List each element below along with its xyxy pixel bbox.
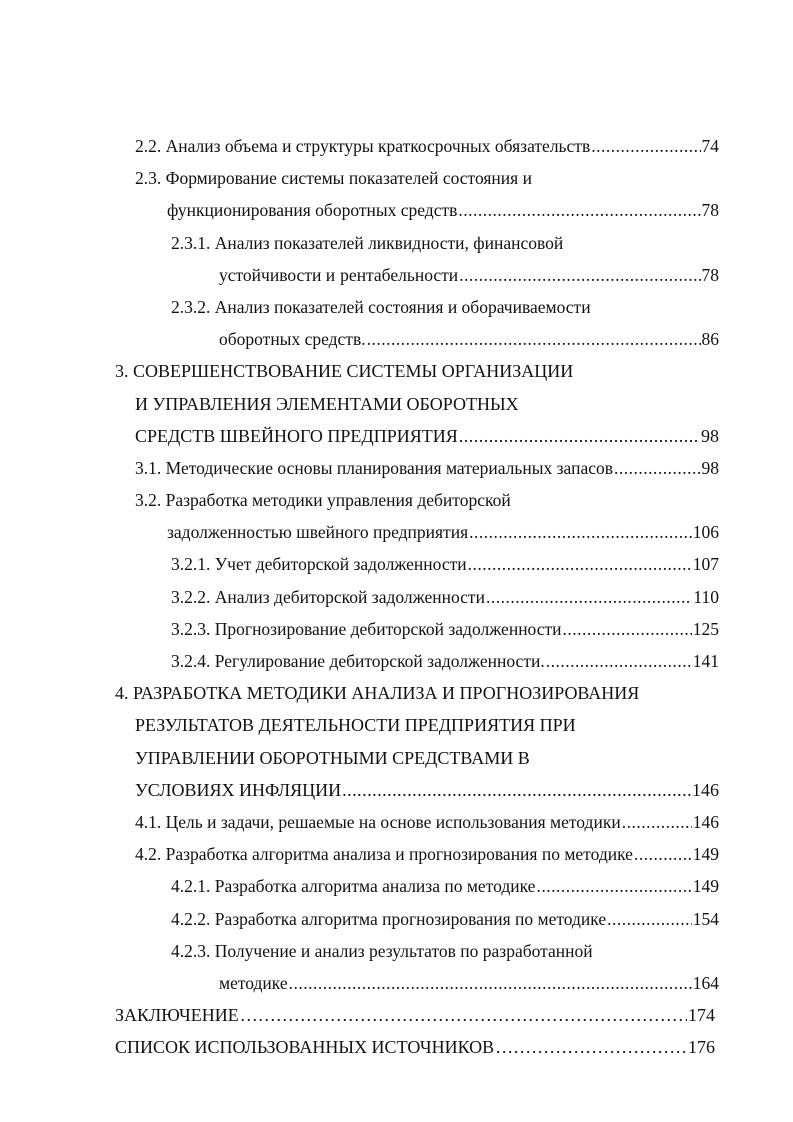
toc-page-number: 110 xyxy=(693,586,719,607)
dot-leader xyxy=(459,420,700,452)
toc-entry-title: 4.2.2. Разработка алгоритма прогнозирования по методике xyxy=(171,908,607,929)
toc-page-number: 149 xyxy=(692,876,719,897)
toc-chapter-title: СПИСОК ИСПОЛЬЗОВАННЫХ ИСТОЧНИКОВ xyxy=(115,1037,495,1058)
toc-entry-title: 3.2.2. Анализ дебиторской задолженности xyxy=(171,586,485,607)
toc-entry xyxy=(0,903,793,935)
toc-entry xyxy=(0,613,793,645)
toc-entry-title: 3.2. Разработка методики управления дебиторской xyxy=(135,490,511,511)
toc-page-number: 149 xyxy=(692,844,719,865)
toc-entry-title: методике xyxy=(219,972,288,993)
dot-leader xyxy=(563,613,692,645)
toc-entry-title: 4.2. Разработка алгоритма анализа и прогнозирования по методике xyxy=(135,844,633,865)
toc-chapter-continuation xyxy=(0,742,793,774)
toc-entry-title: 4.1. Цель и задачи, решаемые на основе использования методики xyxy=(135,811,621,832)
toc-chapter-title: ЗАКЛЮЧЕНИЕ xyxy=(115,1005,239,1026)
toc-page-number: 125 xyxy=(692,618,719,639)
toc-chapter xyxy=(0,1031,793,1063)
dot-leader xyxy=(546,645,692,677)
dot-leader xyxy=(468,548,692,580)
toc-chapter xyxy=(0,355,793,387)
toc-page-number: 78 xyxy=(701,264,719,285)
toc-page-number: 107 xyxy=(692,554,719,575)
toc-entry-title: 3.2.3. Прогнозирование дебиторской задолженности xyxy=(171,618,562,639)
dot-leader xyxy=(634,838,692,870)
dot-leader xyxy=(469,516,692,548)
toc-entry xyxy=(0,452,793,484)
toc-chapter-title: УСЛОВИЯХ ИНФЛЯЦИИ xyxy=(135,779,342,800)
toc-page-number: 146 xyxy=(692,811,719,832)
toc-page-number: 146 xyxy=(692,779,719,800)
toc-chapter-continuation xyxy=(0,388,793,420)
toc-entry-title: 3.2.1. Учет дебиторской задолженности xyxy=(171,554,467,575)
toc-chapter xyxy=(0,999,793,1031)
toc-entry xyxy=(0,870,793,902)
toc-entry xyxy=(0,162,793,194)
toc-entry xyxy=(0,484,793,516)
toc-chapter-title: РЕЗУЛЬТАТОВ ДЕЯТЕЛЬНОСТИ ПРЕДПРИЯТИЯ ПРИ xyxy=(135,715,576,736)
toc-entry-title: 2.2. Анализ объема и структуры краткосрочных обязательств xyxy=(135,136,591,156)
table-of-contents xyxy=(0,130,793,1063)
dot-leader xyxy=(607,903,692,935)
toc-chapter-title: И УПРАВЛЕНИЯ ЭЛЕМЕНТАМИ ОБОРОТНЫХ xyxy=(135,393,519,414)
toc-entry-continuation xyxy=(0,194,793,226)
toc-entry-title: 2.3. Формирование системы показателей состояния и xyxy=(135,168,532,189)
toc-entry-continuation xyxy=(0,967,793,999)
toc-entry xyxy=(0,227,793,259)
toc-entry-title: устойчивости и xyxy=(219,264,336,285)
toc-page-number: 154 xyxy=(692,908,719,929)
toc-entry-title: 2.3.2. Анализ показателей состояния и оборачиваемости xyxy=(171,296,591,317)
toc-entry-title: 4.2.1. Разработка алгоритма анализа по методике xyxy=(171,876,536,897)
toc-entry xyxy=(0,130,793,162)
dot-leader xyxy=(458,194,700,226)
toc-entry-title: рентабельности xyxy=(340,264,459,285)
toc-page-number: 78 xyxy=(701,200,719,221)
dot-leader xyxy=(342,774,691,806)
toc-chapter-title: УПРАВЛЕНИИ ОБОРОТНЫМИ СРЕДСТВАМИ В xyxy=(135,747,530,768)
toc-entry-title: 3.1. Методические основы планирования материальных запасов xyxy=(135,457,613,478)
dot-leader xyxy=(486,581,692,613)
toc-chapter-continuation xyxy=(0,420,793,452)
toc-page-number: 106 xyxy=(692,522,719,543)
dot-leader xyxy=(591,130,700,162)
toc-entry xyxy=(0,935,793,967)
toc-entry xyxy=(0,581,793,613)
toc-chapter xyxy=(0,677,793,709)
dot-leader xyxy=(622,806,692,838)
dot-leader xyxy=(614,452,701,484)
toc-entry xyxy=(0,838,793,870)
dot-leader xyxy=(459,259,700,291)
toc-page-number: 176 xyxy=(688,1037,715,1058)
toc-entry xyxy=(0,291,793,323)
toc-entry-continuation xyxy=(0,323,793,355)
toc-entry-title: 4.2.3. Получение и анализ результатов по разработанной xyxy=(171,940,593,961)
dot-leader xyxy=(495,1031,687,1063)
dot-leader xyxy=(536,870,691,902)
dot-leader xyxy=(367,323,701,355)
toc-entry-continuation xyxy=(0,516,793,548)
dot-leader xyxy=(289,967,692,999)
toc-chapter-continuation xyxy=(0,709,793,741)
toc-page-number: 98 xyxy=(701,457,719,478)
toc-entry-title: 3.2.4. Регулирование дебиторской задолженности. xyxy=(171,651,545,671)
toc-entry xyxy=(0,645,793,677)
toc-chapter-title: 4. РАЗРАБОТКА МЕТОДИКИ АНАЛИЗА И ПРОГНОЗИРОВАНИЯ xyxy=(115,683,640,704)
toc-page-number: 98 xyxy=(701,425,719,446)
toc-entry-continuation xyxy=(0,259,793,291)
toc-page-number: 74 xyxy=(701,136,719,156)
toc-chapter-title: 3. СОВЕРШЕНСТВОВАНИЕ СИСТЕМЫ ОРГАНИЗАЦИИ xyxy=(115,361,574,382)
toc-entry-title: функционирования оборотных средств xyxy=(167,200,458,221)
toc-entry xyxy=(0,806,793,838)
toc-entry-title: задолженностью швейного предприятия xyxy=(167,522,469,543)
toc-page-number: 164 xyxy=(692,972,719,993)
toc-entry xyxy=(0,548,793,580)
toc-chapter-continuation xyxy=(0,774,793,806)
dot-leader xyxy=(240,999,687,1031)
toc-page-number: 86 xyxy=(701,329,719,350)
toc-entry-title: оборотных средств. xyxy=(219,329,366,350)
toc-chapter-title: СРЕДСТВ ШВЕЙНОГО ПРЕДПРИЯТИЯ xyxy=(135,425,458,446)
toc-page-number: 141 xyxy=(692,651,719,671)
toc-page-number: 174 xyxy=(688,1005,715,1026)
toc-entry-title: 2.3.1. Анализ показателей ликвидности, финансовой xyxy=(171,232,564,253)
